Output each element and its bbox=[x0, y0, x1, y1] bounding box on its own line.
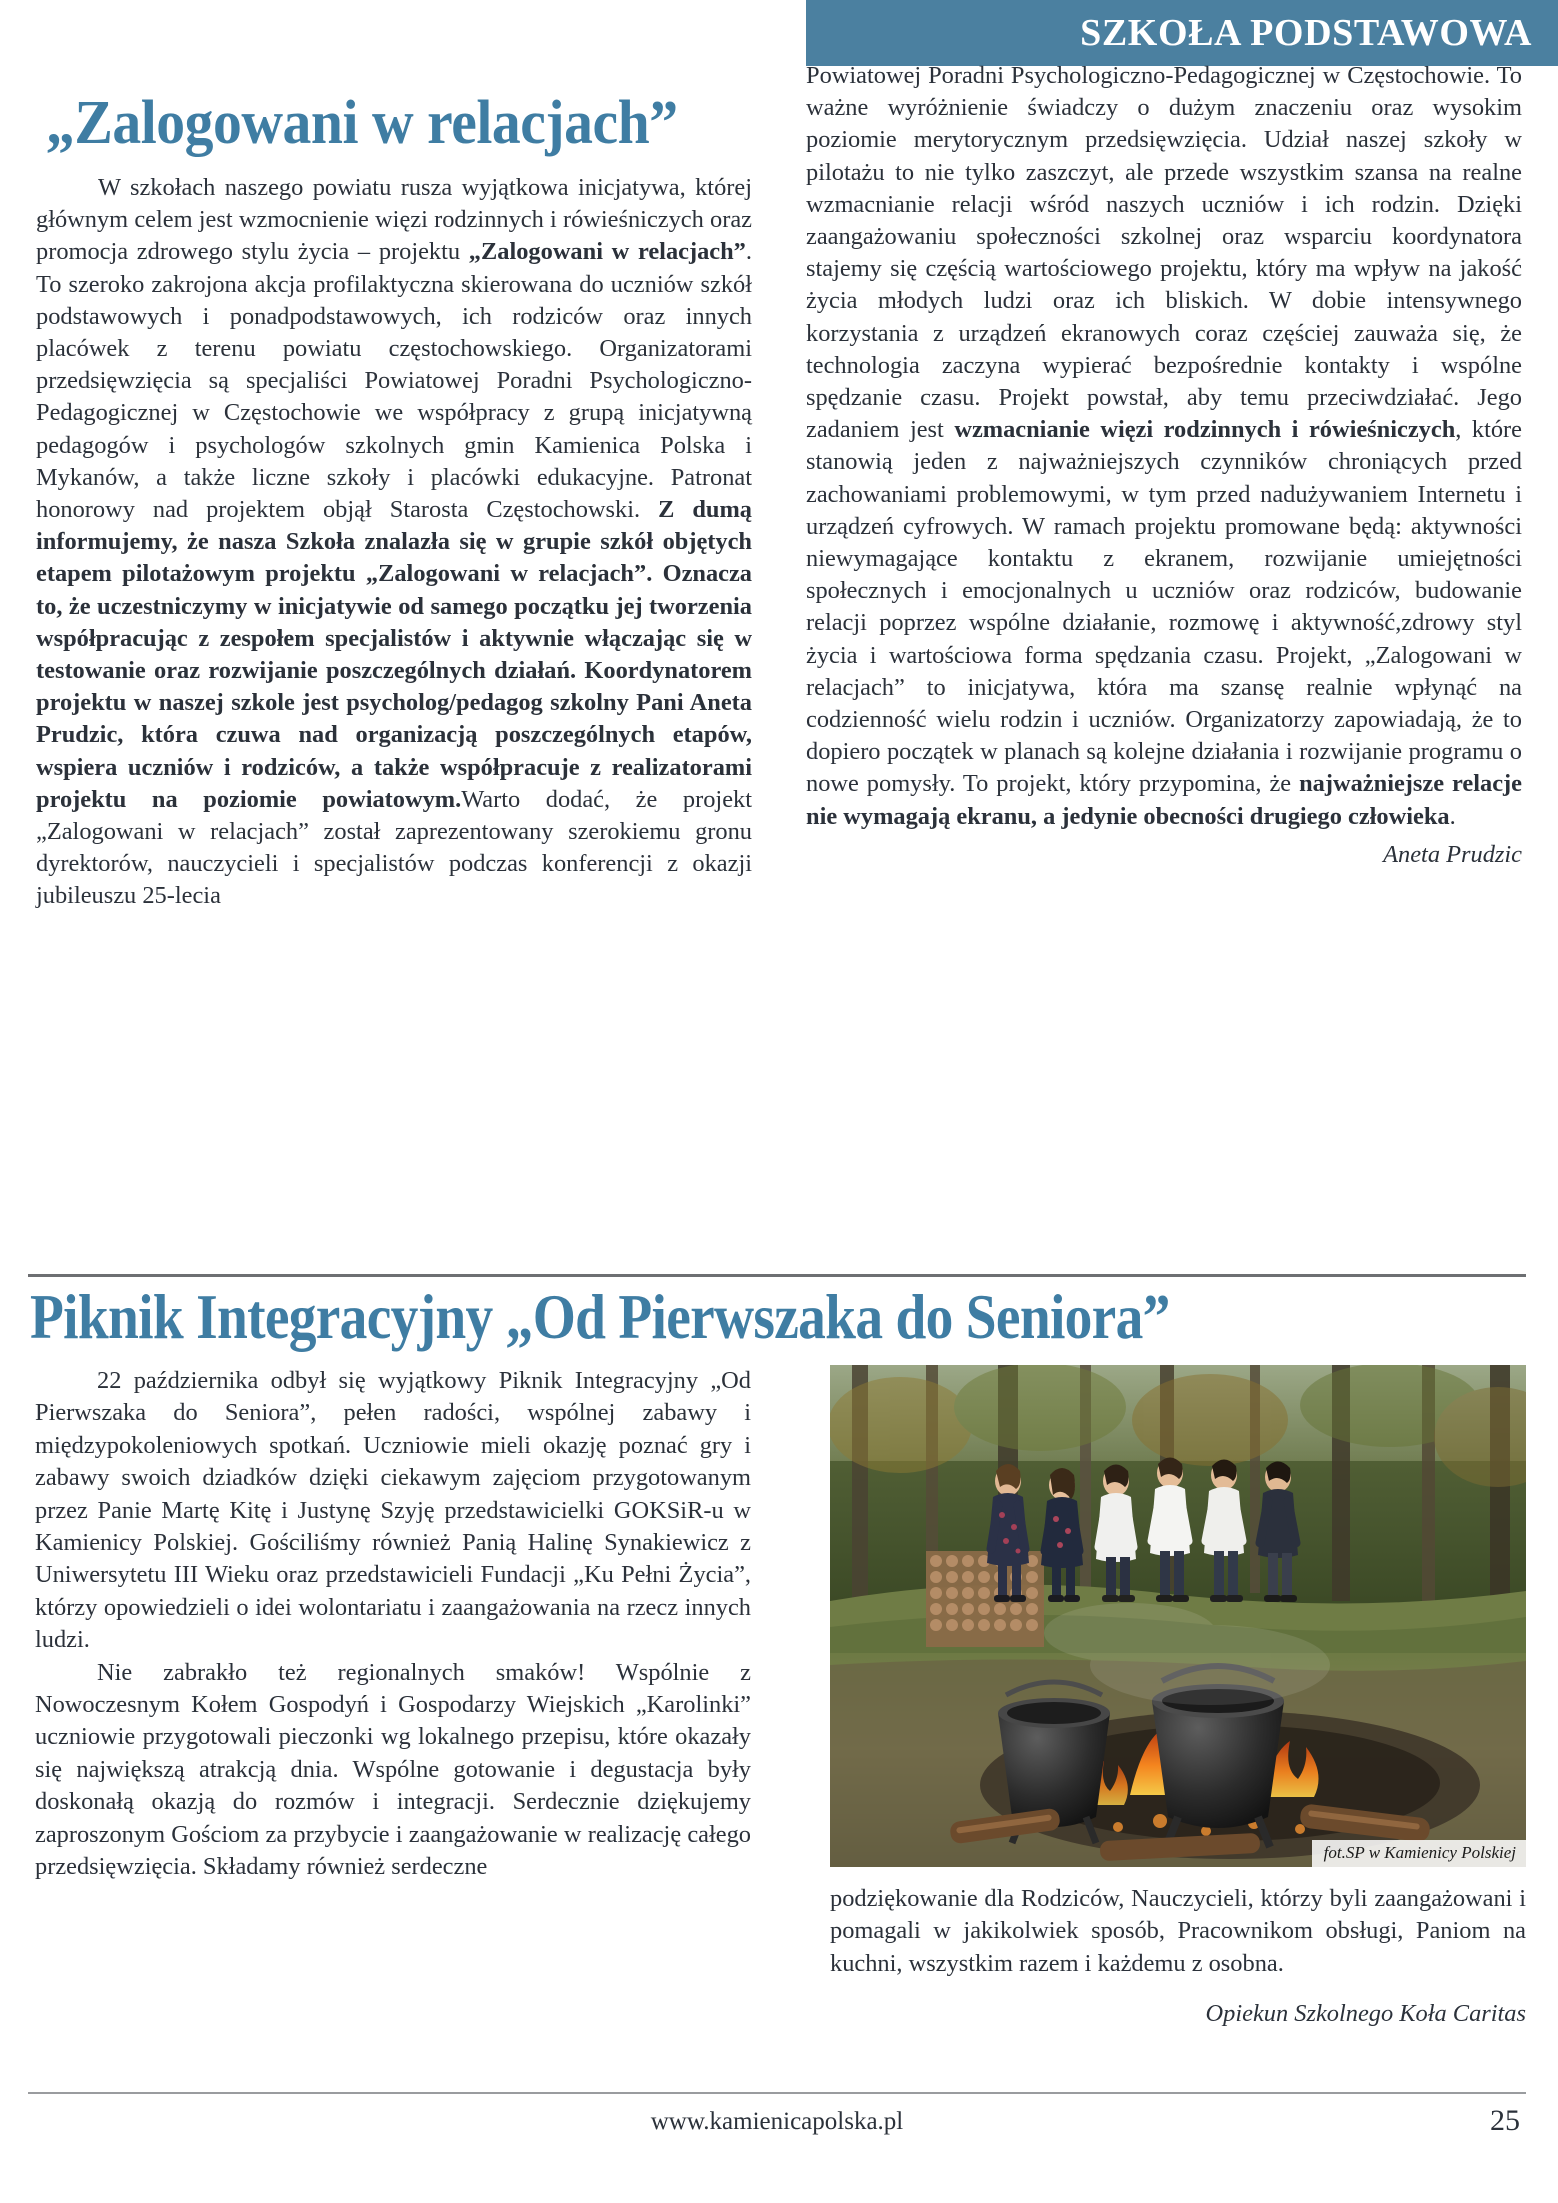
article1-right-text-b: , które stanowią jeden z najważniejszych czynników chroniących przed zachowaniami problemowymi, w tym przed nadużywaniem Internetu i urządzeń cyfrowych. W ramach projektu promowane będą: aktywności niewymagające kontaktu z ekranem, rozwijanie umiejętności społecznych i emocjonalnych u uczniów oraz rodziców, budowanie relacji poprzez wspólne działanie, rozmowę i aktywność,zdrowy styl życia i wartościowa forma spędzania czasu. Projekt, „Zalogowani w relacjach” to inicjatywa, która ma szansę realnie wpłynąć na codzienność wielu rodzin i uczniów. Organizatorzy zapowiadają, że to dopiero początek w planach są kolejne działania i rozwijanie programu o nowe pomysły. To projekt, który przypomina, że bbox=[806, 416, 1522, 798]
page-footer bbox=[28, 2104, 1526, 2152]
article-piknik bbox=[30, 1282, 1526, 2165]
article1-right-paragraph bbox=[806, 60, 1522, 833]
article1-right-bold-a: wzmacnianie więzi rodzinnych i rówieśniczych bbox=[954, 416, 1456, 444]
article2-left-column bbox=[35, 1365, 751, 1884]
article2-left-paragraph-1: 22 października odbył się wyjątkowy Piknik Integracyjny „Od Pierwszaka do Seniora”, pełen radości, wspólnej zabawy i międzypokoleniowych spotkań. Uczniowie mieli okazję poznać gry i zabawy swoich dziadków dzięki ciekawym zajęciom przygotowanym przez Panie Martę Kitę i Justynę Szyję przedstawicielki GOKSiR-u w Kamienicy Polskiej. Gościliśmy również Panią Halinę Synakiewicz z Uniwersytetu III Wieku oraz przedstawicieli Fundacji „Ku Pełni Życia”, którzy opowiedzieli o idei wolontariatu i zaangażowania na rzecz innych ludzi. bbox=[35, 1367, 751, 1654]
footer-divider bbox=[28, 2092, 1526, 2094]
article1-left-bold-b: Z dumą informujemy, że nasza Szkoła znalazła się w grupie szkół objętych etapem pilotażowym projektu „Zalogowani w relacjach”. Oznacza to, że uczestniczymy w inicjatywie od samego początku jej tworzenia współpracując z zespołem specjalistów i aktywnie włączając się w testowanie oraz rozwijanie poszczególnych działań. Koordynatorem projektu w naszej szkole jest psycholog/pedagog szkolny Pani Aneta Prudzic, która czuwa nad organizacją poszczególnych etapów, wspiera uczniów i rodziców, a także współpracuje z realizatorami projektu na poziomie powiatowym. bbox=[36, 496, 752, 813]
piknik-photo bbox=[830, 1365, 1526, 1867]
article1-left-bold-a: „Zalogowani w relacjach” bbox=[468, 238, 746, 266]
article1-right-text-c: . bbox=[1449, 802, 1456, 830]
header-banner-title: SZKOŁA PODSTAWOWA bbox=[1080, 12, 1532, 54]
article1-left-text-a: W szkołach naszego powiatu rusza wyjątkowa inicjatywa, której głównym celem jest wzmocnienie więzi rodzinnych i rówieśniczych oraz promocja zdrowego stylu życia – projektu bbox=[36, 174, 752, 266]
article1-right-column bbox=[806, 60, 1522, 871]
page-header bbox=[0, 0, 1558, 66]
article1-left-text-c: Warto dodać, że projekt „Zalogowani w relacjach” został zaprezentowany szerokiemu gronu dyrektorów, nauczycieli i specjalistów podczas konferencji z okazji jubileuszu 25-lecia bbox=[36, 785, 752, 910]
article-zalogowani bbox=[36, 62, 1522, 910]
article1-headline: „Zalogowani w relacjach” bbox=[46, 89, 678, 157]
footer-website-url[interactable]: www.kamienicapolska.pl bbox=[650, 2108, 904, 2135]
article1-left-text-b: . To szeroko zakrojona akcja profilaktyczna skierowana do uczniów szkół podstawowych i ponadpodstawowych, ich rodziców oraz innych placówek z terenu powiatu częstochowskiego. Organizatorami przedsięwzięcia są specjaliści Powiatowej Poradni Psychologiczno-Pedagogicznej w Częstochowie we współpracy z grupą inicjatywną pedagogów i psychologów szkolnych gmin Kamienica Polska i Mykanów, a także liczne szkoły i placówki edukacyjne. Patronat honorowy nad projektem objął Starosta Częstochowski. bbox=[36, 238, 752, 524]
article2-signature: Opiekun Szkolnego Koła Caritas bbox=[1205, 2000, 1526, 2028]
article2-right-text bbox=[830, 1883, 1526, 2031]
photo-illustration bbox=[830, 1365, 1526, 1867]
header-banner bbox=[806, 0, 1558, 66]
photo-caption: fot.SP w Kamienicy Polskiej bbox=[1312, 1840, 1526, 1867]
article1-right-bold-b: najważniejsze relacje nie wymagają ekranu, a jedynie obecności drugiego człowieka bbox=[806, 770, 1522, 830]
article1-right-text-a: Powiatowej Poradni Psychologiczno-Pedagogicznej w Częstochowie. To ważne wyróżnienie świadczy o dużym znaczeniu oraz wysokim poziomie merytorycznym przedsięwzięcia. Udział naszej szkoły w pilotażu to nie tylko zaszczyt, ale przede wszystkim szansa na realne wzmacnianie relacji wśród naszych uczniów i ich rodzin. Dzięki zaangażowaniu społeczności szkolnej oraz wsparciu koordynatora stajemy się częścią wartościowego projektu, który ma wpływ na jakość życia młodych ludzi oraz ich bliskich. W dobie intensywnego korzystania z urządzeń ekranowych coraz częściej zauważa się, że technologia zaczyna wypierać bezpośrednie kontakty i wspólne spędzanie czasu. Projekt powstał, aby temu przeciwdziałać. Jego zadaniem jest bbox=[806, 62, 1522, 444]
article2-columns bbox=[30, 1365, 1526, 2165]
footer-page-number: 25 bbox=[1490, 2104, 1520, 2137]
article2-right-column bbox=[830, 1365, 1526, 2031]
article2-headline: Piknik Integracyjny „Od Pierwszaka do Seniora” bbox=[30, 1282, 1170, 1352]
article2-left-paragraph-2: Nie zabrakło też regionalnych smaków! Wspólnie z Nowoczesnym Kołem Gospodyń i Gospodarzy Wiejskich „Karolinki” uczniowie przygotowali pieczonki wg lokalnego przepisu, które okazały się największą atrakcją dnia. Wspólne gotowanie i degustacja były doskonałą okazją do rozmów i integracji. Serdecznie dziękujemy zaproszonym Gościom za przybycie i zaangażowanie w realizację całego przedsięwzięcia. Składamy również serdeczne bbox=[35, 1658, 751, 1881]
section-divider bbox=[28, 1274, 1526, 1277]
article2-right-paragraph: podziękowanie dla Rodziców, Nauczycieli, którzy byli zaangażowani i pomagali w jakikolwiek sposób, Pracownikom obsługi, Paniom na kuchni, wszystkim razem i każdemu z osobna. bbox=[830, 1885, 1526, 1977]
article1-signature: Aneta Prudzic bbox=[1383, 840, 1522, 868]
article1-left-column bbox=[36, 172, 752, 913]
article1-left-paragraph bbox=[36, 172, 752, 913]
